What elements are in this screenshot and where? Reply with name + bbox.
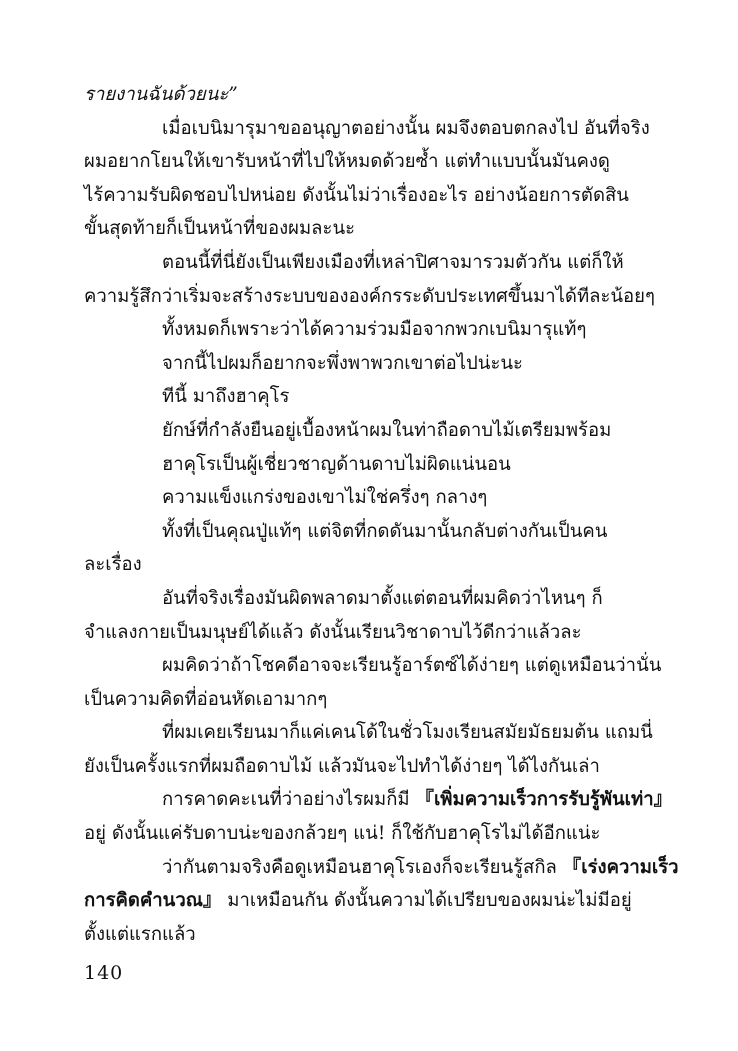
- text-line: [84, 783, 673, 817]
- text-line: รายงานฉันด้วยนะ”: [84, 84, 238, 105]
- text-line: ตอนนี้ที่นี่ยังเป็นเพียงเมืองที่เหล่าปิศาจมารวมตัวกัน แต่ก็ให้: [162, 251, 624, 273]
- text-line: ทั้งหมดก็เพราะว่าได้ความร่วมมือจากพวกเบนิมารุแท้ๆ: [162, 319, 587, 341]
- text-line: ตั้งแต่แรกแล้ว: [84, 923, 196, 945]
- text-segment: การคาดคะเนที่ว่าอย่างไรผมก็มี: [162, 789, 416, 811]
- text-line: [84, 851, 679, 885]
- text-segment: มาเหมือนกัน ดังนั้นความได้เปรียบของผมน่ะไม่มีอยู่: [221, 890, 632, 912]
- text-line: จำแลงกายเป็นมนุษย์ได้แล้ว ดังนั้นเรียนวิชาดาบไว้ดีกว่าแล้วละ: [84, 621, 582, 643]
- text-line: อยู่ ดังนั้นแค่รับดาบน่ะของกล้วยๆ แน่! ก็ใช้กับฮาคุโรไม่ได้อีกแน่ะ: [84, 823, 601, 845]
- text-line: จากนี้ไปผมก็อยากจะพึ่งพาพวกเขาต่อไปน่ะนะ: [162, 352, 523, 374]
- text-line: ยักษ์ที่กำลังยืนอยู่เบื้องหน้าผมในท่าถือดาบไม้เตรียมพร้อม: [162, 419, 612, 441]
- text-line: ไร้ความรับผิดชอบไปหน่อย ดังนั้นไม่ว่าเรื่องอะไร อย่างน้อยการตัดสิน: [84, 184, 629, 206]
- text-line: ยังเป็นครั้งแรกที่ผมถือดาบไม้ แล้วมันจะไปทำได้ง่ายๆ ได้ไงกันเล่า: [84, 755, 600, 777]
- text-line: ความแข็งแกร่งของเขาไม่ใช่ครึ่งๆ กลางๆ: [162, 487, 488, 509]
- text-line: ทีนี้ มาถึงฮาคุโร: [162, 386, 290, 408]
- skill-name: การคิดคำนวณ』: [84, 890, 222, 912]
- text-line: เป็นความคิดที่อ่อนหัดเอามากๆ: [84, 688, 328, 710]
- text-line: ที่ผมเคยเรียนมาก็แค่เคนโด้ในชั่วโมงเรียนสมัยมัธยมต้น แถมนี่: [162, 722, 653, 744]
- skill-name: 『เร่งความเร็ว: [562, 856, 679, 878]
- text-line: ทั้งที่เป็นคุณปู่แท้ๆ แต่จิตที่กดดันมานั้นกลับต่างกันเป็นคน: [162, 520, 608, 542]
- page-number: 140: [84, 962, 124, 984]
- text-line: อันที่จริงเรื่องมันผิดพลาดมาตั้งแต่ตอนที่ผมคิดว่าไหนๆ ก็: [162, 587, 603, 609]
- text-line: เมื่อเบนิมารุมาขออนุญาตอย่างนั้น ผมจึงตอบตกลงไป อันที่จริง: [162, 117, 650, 139]
- text-line: ผมคิดว่าถ้าโชคดีอาจจะเรียนรู้อาร์ตซ์ได้ง่ายๆ แต่ดูเหมือนว่านั่น: [162, 655, 662, 677]
- text-line: ฮาคุโรเป็นผู้เชี่ยวชาญด้านดาบไม่ผิดแน่นอน: [162, 453, 511, 475]
- body-text: [84, 78, 679, 951]
- skill-name: 『เพิ่มความเร็วการรับรู้พันเท่า』: [415, 789, 673, 811]
- text-line: ละเรื่อง: [84, 554, 142, 576]
- text-line: ขั้นสุดท้ายก็เป็นหน้าที่ของผมละนะ: [84, 218, 356, 240]
- text-line: ผมอยากโยนให้เขารับหน้าที่ไปให้หมดด้วยซ้ำ แต่ทำแบบนั้นมันคงดู: [84, 151, 610, 173]
- text-segment: ว่ากันตามจริงคือดูเหมือนฮาคุโรเองก็จะเรียนรู้สกิล: [162, 856, 563, 878]
- text-line: [84, 884, 654, 918]
- text-line: ความรู้สึกว่าเริ่มจะสร้างระบบขององค์กรระดับประเทศขึ้นมาได้ทีละน้อยๆ: [84, 285, 655, 307]
